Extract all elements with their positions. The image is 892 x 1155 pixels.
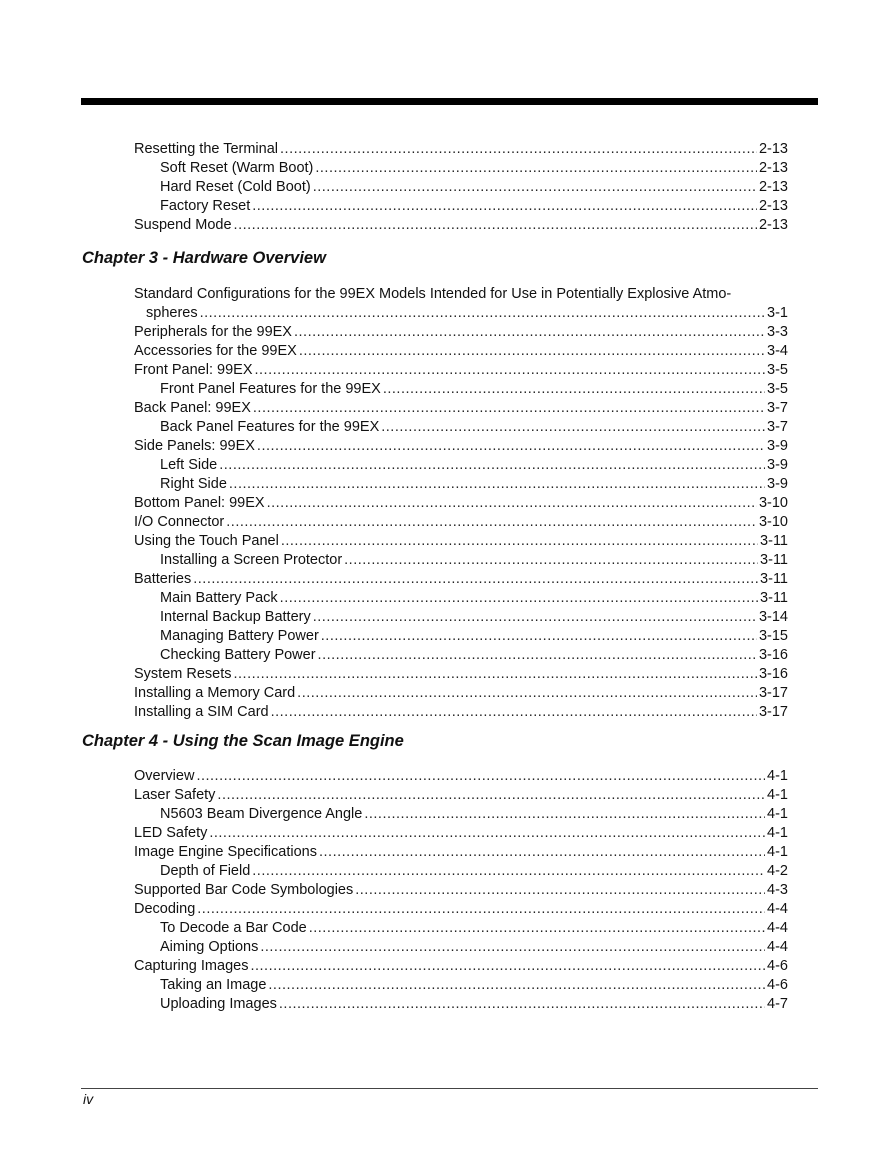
footer-rule (81, 1088, 818, 1089)
chapter-4-heading: Chapter 4 - Using the Scan Image Engine (82, 732, 404, 750)
toc-entry[interactable] (134, 627, 788, 646)
toc-entry-title: Front Panel: 99EX (134, 362, 253, 378)
toc-entry[interactable] (134, 646, 788, 665)
toc-entry[interactable] (134, 494, 788, 513)
toc-entry[interactable] (134, 304, 788, 323)
toc-entry-page: 3-16 (758, 647, 788, 663)
toc-leader-dots (257, 437, 765, 456)
toc-leader-dots (271, 703, 757, 722)
toc-entry-title: To Decode a Bar Code (160, 920, 307, 936)
toc-leader-dots (299, 342, 765, 361)
header-rule (81, 98, 818, 105)
toc-entry[interactable] (134, 437, 788, 456)
toc-entry-title: Installing a SIM Card (134, 704, 269, 720)
toc-entry-title: Front Panel Features for the 99EX (160, 381, 381, 397)
toc-entry-page: 2-13 (758, 160, 788, 176)
toc-entry[interactable] (134, 805, 788, 824)
toc-entry-page: 4-4 (767, 901, 788, 917)
toc-entry[interactable] (134, 919, 788, 938)
toc-leader-dots (226, 513, 757, 532)
toc-entry-page: 3-14 (758, 609, 788, 625)
toc-entry-title: Soft Reset (Warm Boot) (160, 160, 314, 176)
toc-entry-page: 3-16 (758, 666, 788, 682)
toc-entry[interactable] (134, 589, 788, 608)
toc-entry-title: Accessories for the 99EX (134, 343, 297, 359)
toc-entry[interactable] (134, 976, 788, 995)
toc-leader-dots (250, 957, 765, 976)
toc-entry-page: 3-5 (767, 381, 788, 397)
toc-entry[interactable] (134, 881, 788, 900)
toc-entry-page: 4-4 (767, 920, 788, 936)
toc-leader-dots (193, 570, 758, 589)
toc-leader-dots (219, 456, 765, 475)
toc-leader-dots (309, 919, 765, 938)
toc-entry-title: Back Panel: 99EX (134, 400, 251, 416)
toc-leader-dots (318, 646, 757, 665)
toc-entry-page: 4-1 (767, 787, 788, 803)
toc-entry-title: Installing a Screen Protector (160, 552, 343, 568)
toc-entry[interactable] (134, 342, 788, 361)
toc-entry-page: 3-9 (767, 476, 788, 492)
toc-entry-title: Capturing Images (134, 958, 249, 974)
toc-entry-title: Supported Bar Code Symbologies (134, 882, 354, 898)
toc-entry[interactable] (134, 684, 788, 703)
toc-leader-dots (383, 380, 765, 399)
toc-leader-dots (381, 418, 765, 437)
toc-leader-dots (313, 608, 757, 627)
toc-entry-page: 4-4 (767, 939, 788, 955)
toc-entry-page: 4-1 (767, 768, 788, 784)
toc-entry[interactable] (134, 399, 788, 418)
toc-leader-dots (252, 197, 757, 216)
toc-entry[interactable] (134, 665, 788, 684)
toc-leader-dots (234, 665, 757, 684)
toc-entry[interactable] (134, 216, 788, 235)
toc-entry[interactable] (134, 532, 788, 551)
toc-entry-title: Laser Safety (134, 787, 216, 803)
toc-entry-title: Depth of Field (160, 863, 251, 879)
toc-entry-title: N5603 Beam Divergence Angle (160, 806, 363, 822)
toc-entry-page: 3-15 (758, 628, 788, 644)
toc-entry[interactable] (134, 957, 788, 976)
toc-entry[interactable] (134, 380, 788, 399)
toc-leader-dots (355, 881, 765, 900)
toc-entry-page: 3-10 (758, 514, 788, 530)
toc-leader-dots (200, 304, 765, 323)
toc-entry-title: Hard Reset (Cold Boot) (160, 179, 311, 195)
toc-leader-dots (281, 532, 758, 551)
page-number: iv (83, 1091, 94, 1107)
toc-entry-page: 4-2 (767, 863, 788, 879)
toc-entry-title: Overview (134, 768, 195, 784)
toc-entry[interactable] (134, 703, 788, 722)
toc-entry-page: 3-1 (767, 305, 788, 321)
toc-entry-title: LED Safety (134, 825, 208, 841)
toc-entry-title: Taking an Image (160, 977, 267, 993)
toc-leader-dots (319, 843, 765, 862)
toc-leader-dots (253, 399, 765, 418)
toc-entry[interactable] (134, 513, 788, 532)
toc-entry[interactable] (134, 862, 788, 881)
toc-entry-page: 2-13 (758, 198, 788, 214)
toc-entry-page: 2-13 (758, 217, 788, 233)
toc-leader-dots (321, 627, 757, 646)
toc-entry[interactable] (134, 900, 788, 919)
toc-entry-page: 3-9 (767, 438, 788, 454)
toc-entry[interactable] (134, 323, 788, 342)
toc-leader-dots (234, 216, 757, 235)
toc-entry[interactable] (134, 197, 788, 216)
toc-entry-title: Checking Battery Power (160, 647, 316, 663)
toc-entry[interactable] (134, 140, 788, 159)
toc-leader-dots (197, 900, 765, 919)
toc-entry-page: 4-6 (767, 977, 788, 993)
toc-entry-title: Managing Battery Power (160, 628, 319, 644)
toc-entry-title: Suspend Mode (134, 217, 232, 233)
toc-entry-title: I/O Connector (134, 514, 225, 530)
toc-entry-page: 3-11 (760, 590, 788, 606)
toc-entry-page: 2-13 (758, 179, 788, 195)
toc-entry-title: Batteries (134, 571, 192, 587)
toc-entry-page: 4-7 (767, 996, 788, 1012)
toc-entry[interactable] (134, 456, 788, 475)
toc-entry-page: 3-4 (767, 343, 788, 359)
toc-entry-title: Aiming Options (160, 939, 259, 955)
toc-entry-title: Uploading Images (160, 996, 277, 1012)
toc-leader-dots (279, 995, 765, 1014)
toc-entry[interactable] (134, 824, 788, 843)
toc-entry-page: 3-10 (758, 495, 788, 511)
toc-entry-page: 4-1 (767, 825, 788, 841)
chapter-3-heading: Chapter 3 - Hardware Overview (82, 249, 326, 267)
toc-leader-dots (280, 140, 757, 159)
toc-leader-dots (268, 976, 765, 995)
toc-entry-page: 4-3 (767, 882, 788, 898)
toc-leader-dots (344, 551, 758, 570)
toc-entry-page: 3-9 (767, 457, 788, 473)
toc-entry-page: 2-13 (758, 141, 788, 157)
toc-leader-dots (294, 323, 765, 342)
toc-chapter-4 (134, 767, 788, 1014)
toc-entry[interactable] (134, 995, 788, 1014)
toc-entry-title: spheres (146, 305, 198, 321)
toc-entry-title: Factory Reset (160, 198, 251, 214)
toc-leader-dots (364, 805, 765, 824)
toc-entry-page: 3-3 (767, 324, 788, 340)
toc-entry-title: Right Side (160, 476, 227, 492)
toc-entry-title: Back Panel Features for the 99EX (160, 419, 380, 435)
toc-entry-page: 3-7 (767, 400, 788, 416)
toc-leader-dots (229, 475, 765, 494)
toc-entry-page: 3-17 (758, 704, 788, 720)
toc-entry-page: 3-11 (760, 533, 788, 549)
toc-entry-title: Image Engine Specifications (134, 844, 317, 860)
toc-entry-page: 3-7 (767, 419, 788, 435)
toc-leader-dots (255, 361, 766, 380)
toc-entry-title: Resetting the Terminal (134, 141, 279, 157)
toc-entry-page: 3-17 (758, 685, 788, 701)
toc-leader-dots (196, 767, 765, 786)
toc-entry[interactable] (134, 551, 788, 570)
toc-entry-title: Bottom Panel: 99EX (134, 495, 265, 511)
toc-entry[interactable] (134, 159, 788, 178)
toc-entry[interactable] (134, 843, 788, 862)
toc-entry-page: 3-11 (760, 552, 788, 568)
toc-entry-title: Left Side (160, 457, 218, 473)
toc-leader-dots (260, 938, 765, 957)
toc-entry-title: Peripherals for the 99EX (134, 324, 292, 340)
toc-entry-page: 4-6 (767, 958, 788, 974)
toc-section-continued (134, 140, 788, 235)
toc-entry-title: Decoding (134, 901, 196, 917)
toc-leader-dots (280, 589, 758, 608)
toc-entry-title: System Resets (134, 666, 232, 682)
toc-leader-dots (217, 786, 765, 805)
toc-entry[interactable] (134, 570, 788, 589)
toc-entry-page: 4-1 (767, 844, 788, 860)
toc-entry-page: 4-1 (767, 806, 788, 822)
toc-entry-title: Side Panels: 99EX (134, 438, 255, 454)
toc-entry[interactable] (134, 418, 788, 437)
toc-entry[interactable] (134, 178, 788, 197)
toc-leader-dots (267, 494, 757, 513)
toc-leader-dots (252, 862, 765, 881)
toc-entry-wrapped-line: Standard Configurations for the 99EX Models Intended for Use in Potentially Explosive Atmo- (134, 286, 732, 302)
toc-entry-title: Internal Backup Battery (160, 609, 311, 625)
toc-entry[interactable] (134, 608, 788, 627)
toc-entry-page: 3-11 (760, 571, 788, 587)
toc-chapter-3 (134, 285, 788, 722)
toc-entry-title: Using the Touch Panel (134, 533, 279, 549)
toc-leader-dots (315, 159, 757, 178)
toc-entry[interactable] (134, 786, 788, 805)
toc-entry[interactable] (134, 767, 788, 786)
toc-entry-page: 3-5 (767, 362, 788, 378)
toc-entry-title: Main Battery Pack (160, 590, 278, 606)
toc-entry-title: Installing a Memory Card (134, 685, 296, 701)
toc-leader-dots (313, 178, 757, 197)
toc-leader-dots (209, 824, 765, 843)
toc-leader-dots (297, 684, 757, 703)
toc-entry[interactable] (134, 475, 788, 494)
toc-entry[interactable] (134, 938, 788, 957)
toc-entry[interactable] (134, 361, 788, 380)
